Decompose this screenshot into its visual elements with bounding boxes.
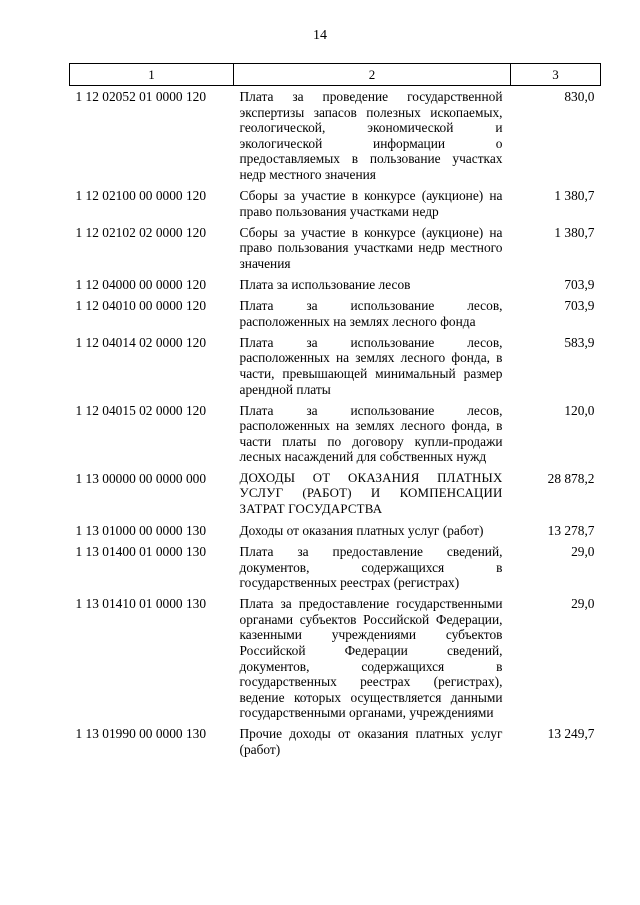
page-number: 14 xyxy=(313,28,327,43)
income-code-cell: 1 12 04000 00 0000 120 xyxy=(75,277,207,293)
income-code-cell: 1 12 02052 01 0000 120 xyxy=(75,89,207,104)
amount-cell: 1 380,7 xyxy=(554,224,595,240)
table-row xyxy=(70,523,601,544)
income-code-cell: 1 12 04015 02 0000 120 xyxy=(75,402,207,418)
amount-cell: 13 278,7 xyxy=(547,522,595,538)
table-row xyxy=(70,277,601,298)
table-row xyxy=(70,596,601,726)
table-header xyxy=(70,64,601,86)
table-body xyxy=(70,86,601,764)
revenue-table xyxy=(69,63,601,763)
amount-cell: 1 380,7 xyxy=(554,188,595,204)
income-code-cell: 1 12 02100 00 0000 120 xyxy=(75,188,207,204)
amount-cell: 28 878,2 xyxy=(547,470,595,486)
table-row xyxy=(70,335,601,403)
table-row xyxy=(70,225,601,277)
table-row xyxy=(70,298,601,335)
income-name-cell: Плата за использование лесов, расположенных на землях лесного фонда, в части платы по договору купли-продажи лесных насаждений для собственных нужд xyxy=(239,402,503,465)
income-name-cell: Плата за использование лесов, расположенных на землях лесного фонда, в части, превышающей минимальный размер арендной платы xyxy=(239,334,503,397)
income-name-cell: Доходы от оказания платных услуг (работ) xyxy=(239,522,484,538)
income-name-cell: Сборы за участие в конкурсе (аукционе) на право пользования участками недр местного значения xyxy=(239,224,503,271)
table-row xyxy=(70,726,601,763)
income-name-cell: Плата за использование лесов, расположенных на землях лесного фонда xyxy=(239,298,503,329)
income-name-cell: ДОХОДЫ ОТ ОКАЗАНИЯ ПЛАТНЫХ УСЛУГ (РАБОТ) И КОМПЕНСАЦИИ ЗАТРАТ ГОСУДАРСТВА xyxy=(239,470,503,516)
amount-cell: 583,9 xyxy=(564,334,595,350)
income-code-cell: 1 12 04014 02 0000 120 xyxy=(75,334,207,350)
income-code-cell: 1 13 01990 00 0000 130 xyxy=(75,726,207,742)
table-row xyxy=(70,86,601,189)
header-col-3: 3 xyxy=(511,64,601,86)
income-code-cell: 1 12 02102 02 0000 120 xyxy=(75,224,207,240)
income-name-cell: Плата за использование лесов xyxy=(239,277,411,293)
table-row xyxy=(70,403,601,471)
amount-cell: 120,0 xyxy=(564,402,595,418)
income-code-cell: 1 13 00000 00 0000 000 xyxy=(75,470,207,486)
amount-cell: 13 249,7 xyxy=(547,726,595,742)
amount-cell: 830,0 xyxy=(564,89,595,104)
income-name-cell: Плата за предоставление сведений, документов, содержащихся в государственных реестрах (регистрах) xyxy=(239,543,503,591)
income-name-cell: Сборы за участие в конкурсе (аукционе) на право пользования участками недр xyxy=(239,188,503,219)
income-code-cell: 1 12 04010 00 0000 120 xyxy=(75,298,207,314)
income-name-cell: Плата за предоставление государственными органами субъектов Российской Федерации, казенными учреждениями субъектов Российской Федерации сведений, документов, содержащихся в государственных реестрах (регистрах), ведение которых осуществляется данными государственными органами, учреждениями xyxy=(239,596,503,721)
amount-cell: 29,0 xyxy=(571,596,595,612)
table-row xyxy=(70,544,601,596)
income-name-cell: Прочие доходы от оказания платных услуг (работ) xyxy=(239,726,503,758)
table-row xyxy=(70,471,601,523)
amount-cell: 703,9 xyxy=(564,277,595,293)
table-row xyxy=(70,188,601,225)
amount-cell: 703,9 xyxy=(564,298,595,314)
income-code-cell: 1 13 01400 01 0000 130 xyxy=(75,543,207,559)
header-col-1: 1 xyxy=(70,64,234,86)
income-code-cell: 1 13 01410 01 0000 130 xyxy=(75,596,207,612)
amount-cell: 29,0 xyxy=(571,543,595,559)
header-col-2: 2 xyxy=(234,64,511,86)
income-code-cell: 1 13 01000 00 0000 130 xyxy=(75,522,207,538)
income-name-cell: Плата за проведение государственной экспертизы запасов полезных ископаемых, геологической, экономической и экологической информации о предоставляемых в пользование участках недр местного значения xyxy=(239,89,503,182)
